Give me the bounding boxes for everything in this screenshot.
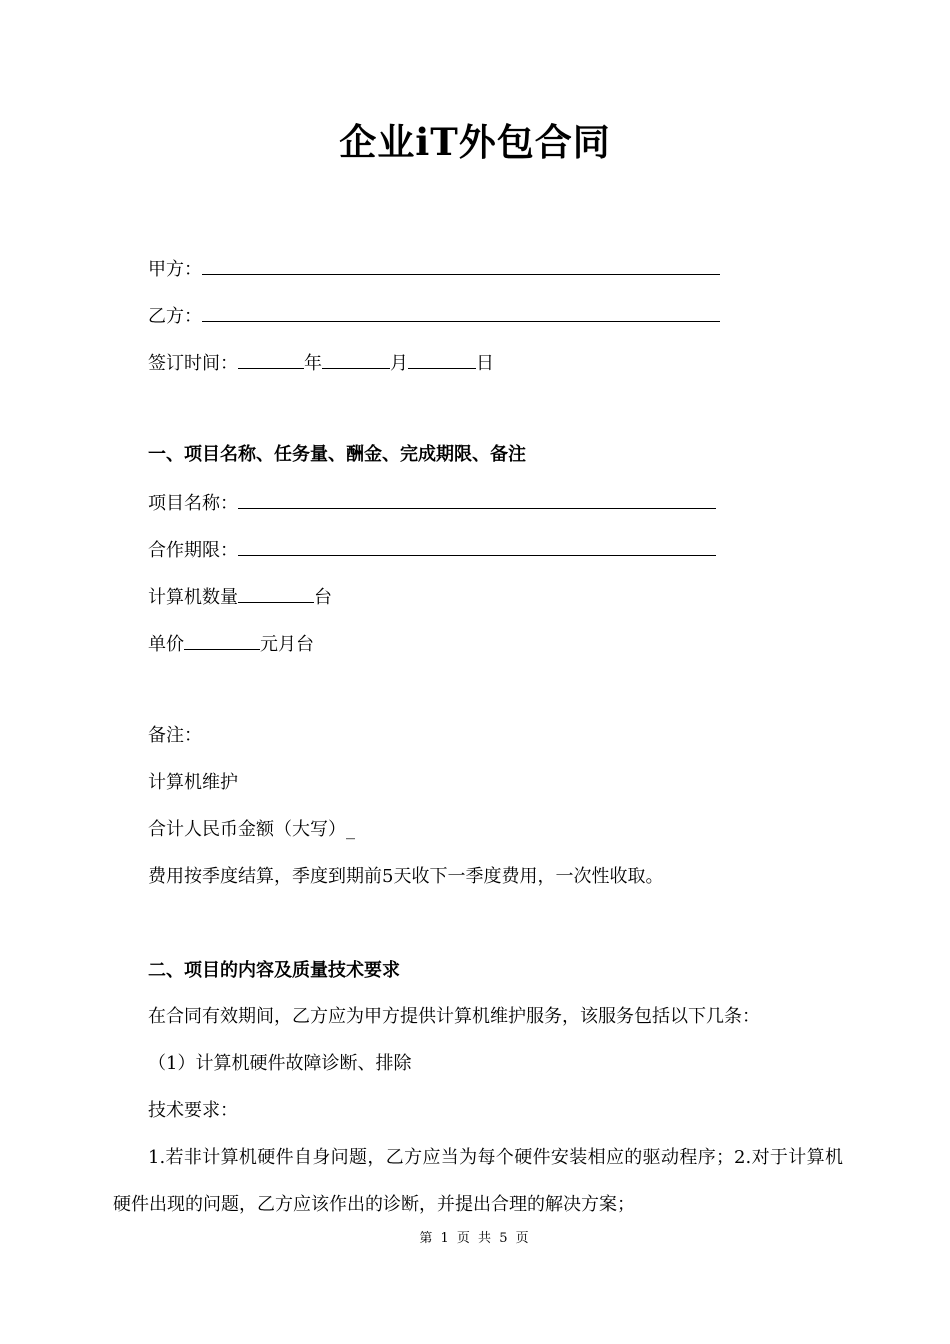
period-line: [148, 537, 716, 563]
unit-price-label: 单价: [148, 634, 184, 655]
remark-item: 计算机维护: [148, 772, 238, 793]
sign-date-label: 签订时间：: [148, 353, 238, 374]
total-amount-line: 合计人民币金额（大写）_: [148, 819, 355, 840]
sign-date-line: [148, 350, 494, 376]
period-label: 合作期限：: [148, 540, 238, 561]
unit-price-unit: 元月台: [260, 634, 314, 655]
unit-price-line: [148, 631, 314, 657]
page-footer: 第 1 页 共 5 页: [419, 1231, 531, 1246]
period-blank[interactable]: [238, 537, 716, 556]
tech-req-label: 技术要求：: [148, 1100, 238, 1121]
party-b-label: 乙方：: [148, 306, 202, 327]
computer-count-label: 计算机数量: [148, 587, 238, 608]
section2-intro: 在合同有效期间，乙方应为甲方提供计算机维护服务，该服务包括以下几条：: [148, 1006, 760, 1027]
sign-day-unit: 日: [476, 353, 494, 374]
sign-day-blank[interactable]: [408, 350, 476, 369]
computer-count-blank[interactable]: [238, 584, 314, 603]
sign-year-unit: 年: [304, 353, 322, 374]
tech-req-text: 1.若非计算机硬件自身问题，乙方应当为每个硬件安装相应的驱动程序；2.对于计算机硬件出现的问题，乙方应该作出的诊断，并提出合理的解决方案；: [113, 1147, 843, 1215]
party-a-line: [148, 256, 720, 282]
remark-label: 备注：: [148, 725, 202, 746]
section1-heading: 一、项目名称、任务量、酬金、完成期限、备注: [148, 444, 526, 465]
section2-item1: （1）计算机硬件故障诊断、排除: [148, 1053, 412, 1074]
sign-month-blank[interactable]: [322, 350, 390, 369]
party-b-line: [148, 303, 720, 329]
computer-count-line: [148, 584, 332, 610]
party-b-blank[interactable]: [202, 303, 720, 322]
section2-heading: 二、项目的内容及质量技术要求: [148, 960, 400, 981]
party-a-label: 甲方：: [148, 259, 202, 280]
sign-month-unit: 月: [390, 353, 408, 374]
party-a-blank[interactable]: [202, 256, 720, 275]
sign-year-blank[interactable]: [238, 350, 304, 369]
project-name-label: 项目名称：: [148, 493, 238, 514]
payment-note: 费用按季度结算，季度到期前5天收下一季度费用，一次性收取。: [148, 866, 664, 887]
project-name-blank[interactable]: [238, 490, 716, 509]
unit-price-blank[interactable]: [184, 631, 260, 650]
computer-count-unit: 台: [314, 587, 332, 608]
project-name-line: [148, 490, 716, 516]
document-title: 企业iT外包合同: [339, 120, 611, 164]
